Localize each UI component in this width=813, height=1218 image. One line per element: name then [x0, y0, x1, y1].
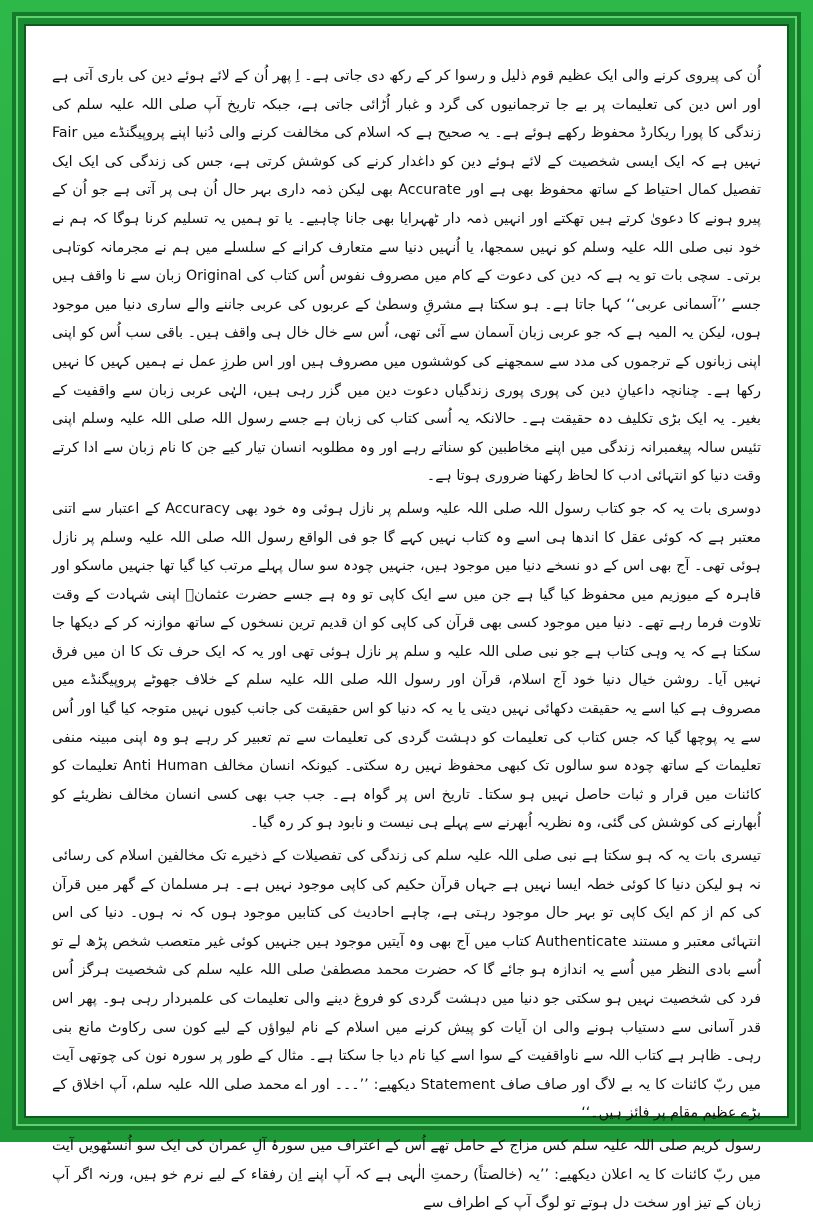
document-page: [24, 24, 789, 1212]
paragraph-4: رسول کریم صلی اللہ علیہ سلم کس مزاج کے حامل تھے اُس کے اعتراف میں سورۂ آلِ عمران کی ایک سو اُنسٹھویں آیت میں ربّ کائنات کا یہ اعلان دیکھیے: ’’یہ (خالصتاً) رحمتِ الٰہی ہے کہ آپ اپنے اِن رفقاء کے لیے نرم خو ہیں، ورنہ اگر آپ زبان کے تیز اور سخت دل ہوتے تو لوگ آپ کے اطراف سے: [52, 1137, 761, 1212]
paragraph-1: اُن کی پیروی کرنے والی ایک عظیم قوم ذلیل و رسوا کر کے رکھ دی جاتی ہے۔ اِ پھر اُن کے لائے ہوئے دین کی باری آتی ہے اور اس دین کی تعلیمات پر بے جا ترجمانیوں کی گرد و غبار اُڑائی جاتی ہے، جبکہ تاریخ آپ صلی اللہ علیہ سلم کی زندگی کا پورا ریکارڈ محفوظ رکھے ہوئے ہے۔ یہ صحیح ہے کہ اسلام کی مخالفت کرنے والی دُنیا اپنے پروپیگنڈے میں Fair نہیں ہے کہ ایک ایسی شخصیت کے لائے ہوئے دین کو داغدار کرنے کی کوشش کرتی ہے، جس کی زندگی کی ایک ایک تفصیل کمال احتیاط کے ساتھ محفوظ بھی ہے اور Accurate بھی لیکن ذمہ داری بہر حال اُن ہی پر آتی ہے جو اُن کے پیرو ہونے کا دعویٰ کرتے ہیں تھکتے اور انہیں ذمہ دار ٹھہرایا بھی جانا چاہیے۔ یا تو ہمیں یہ تسلیم کرنا ہوگا کہ ہم نے خود نبی صلی اللہ علیہ وسلم کو نہیں سمجھا، یا اُنہیں دنیا سے متعارف کرانے کے سلسلے میں ہم نے مجرمانہ کوتاہی برتی۔ سچی بات تو یہ ہے کہ دین کی دعوت کے کام میں مصروف نفوس اُس کتاب کی Original زبان سے نا واقف ہیں جسے ’’آسمانی عربی‘‘ کہا جاتا ہے۔ ہو سکتا ہے مشرقِ وسطیٰ کے عربوں کی عربی جاننے والے ساری دنیا میں موجود ہوں، لیکن یہ المیہ ہے کہ جو عربی زبان آسمان سے آئی تھی، اُس سے خال خال ہی واقف ہیں۔ باقی سب اُس کو اپنی اپنی زبانوں کے ترجموں کی مدد سے سمجھنے کی کوششوں میں مصروف ہیں اور اس طرزِ عمل نے ہمیں کہیں کا نہیں رکھا ہے۔ چنانچہ داعیانِ دین کی پوری پوری زندگیاں دعوت دین میں گزر رہی ہیں، الہٰی عربی زبان سے واقفیت کے بغیر۔ یہ ایک بڑی تکلیف دہ حقیقت ہے۔ حالانکہ یہ اُسی کتاب کی زبان ہے جسے رسول اللہ صلی اللہ علیہ وسلم اپنی تئیس سالہ پیغمبرانہ زندگی میں اپنے مخاطبین کو سناتے رہے اور وہ مطلوبہ انسان تیار کیے جن کا نام زبان سے ادا کرتے وقت دنیا کو انتہائی ادب کا لحاظ رکھنا ضروری ہوتا ہے۔: [52, 68, 762, 485]
paragraph-3: تیسری بات یہ کہ ہو سکتا ہے نبی صلی اللہ علیہ سلم کی زندگی کی تفصیلات کے ذخیرے تک مخالفین اسلام کی رسائی نہ ہو لیکن دنیا کا کوئی خطہ ایسا نہیں ہے جہاں قرآن حکیم کی کاپی موجود نہیں ہے۔ ہر مسلمان کے گھر میں قرآن کی کم از کم ایک کاپی تو بہر حال موجود رہتی ہے، چاہے احادیث کی کتابیں موجود ہوں کہ نہ ہوں۔ دنیا کی اس انتہائی معتبر و مستند Authenticate کتاب میں آج بھی وہ آیتیں موجود ہیں جنہیں کوئی غیر متعصب شخص پڑھ لے تو اُسے بادی النظر میں اُسے یہ اندازہ ہو جائے گا کہ حضرت محمد مصطفیٰ صلی اللہ علیہ سلم کی شخصیت ہرگز اُس فرد کی شخصیت نہیں ہو سکتی جو دنیا میں دہشت گردی کو فروغ دینے والی تعلیمات کی علمبردار رہی ہو۔ پھر اس قدر آسانی سے دستیاب ہونے والی ان آیات کو پیش کرنے میں اسلام کے نام لیواؤں کے لیے کون سی رکاوٹ مانع بنی رہی۔ ظاہر ہے کتاب اللہ سے ناواقفیت کے سوا اسے کیا نام دیا جا سکتا ہے۔ مثال کے طور پر سورہ نون کی چوتھی آیت میں ربّ کائنات کا یہ بے لاگ اور صاف صاف Statement دیکھیے: ’’۔۔۔ اور اے محمد صلی اللہ علیہ سلم، آپ اخلاق کے بڑے عظیم مقام پر فائز ہیں۔‘‘: [52, 848, 761, 1122]
paragraph-2: دوسری بات یہ کہ جو کتاب رسول اللہ صلی اللہ علیہ وسلم پر نازل ہوئی وہ خود بھی Accuracy کے اعتبار سے اتنی معتبر ہے کہ کوئی عقل کا اندھا ہی اسے وہ کتاب نہیں کہے گا جو فی الواقع رسول اللہ صلی اللہ علیہ وسلم پر نازل ہوئی تھی۔ آج بھی اس کے دو نسخے دنیا میں موجود ہیں، جنہیں چودہ سو سال پہلے مرتب کیا گیا تھا جنہیں ماسکو اور قاہرہ کے میوزیم میں محفوظ کیا گیا ہے جن میں سے ایک کاپی تو وہ ہے جسے حضرت عثمانؓ اپنی شہادت کے وقت تلاوت فرما رہے تھے۔ دنیا میں موجود کسی بھی قرآن کی کاپی کو ان قدیم ترین نسخوں کے ساتھ موازنہ کر کے دیکھا جا سکتا ہے کہ یہ وہی کتاب ہے جو نبی صلی اللہ علیہ و سلم پر نازل ہوئی تھی اور یہ کہ ایک حرف تک کا ان میں فرق نہیں آیا۔ روشن خیال دنیا خود آج اسلام، قرآن اور رسول اللہ صلی اللہ علیہ سلم کے خلاف جھوٹے پروپیگنڈے میں مصروف ہے کیا اسے یہ حقیقت دکھائی نہیں دیتی یا یہ کہ دنیا کو اس حقیقت کی جانب کیوں نہیں متوجہ کیا گیا اور اُس سے یہ پوچھا گیا کہ جس کتاب کی تعلیمات کو دہشت گردی کی تعلیمات سے تم تعبیر کر رہے ہو وہ اپنی مبینہ منفی تعلیمات کے ساتھ چودہ سو سالوں تک کبھی محفوظ نہیں رہ سکتی۔ کیونکہ انسان مخالف Anti Human تعلیمات کو کائنات میں قرار و ثبات حاصل نہیں ہو سکتا۔ تاریخ اس پر گواہ ہے۔ جب جب بھی کسی انسان مخالف نظریئے کو اُبھارنے کی کوشش کی گئی، وہ نظریہ اُبھرنے سے پہلے ہی نیست و نابود ہو کر رہ گیا۔: [52, 500, 761, 832]
